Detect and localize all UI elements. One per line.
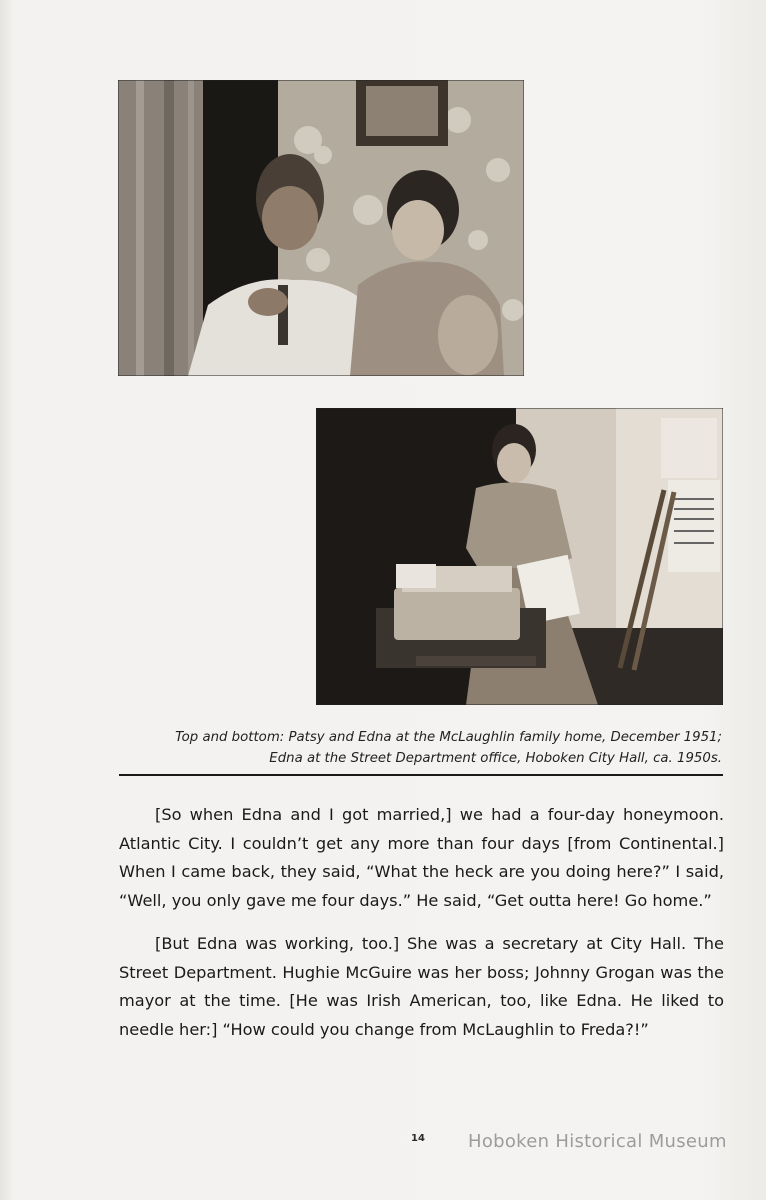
body-paragraph-2: [But Edna was working, too.] She was a secretary at City Hall. The Street Department. Hughie McGuire was her boss; Johnny Grogan was the mayor at the time. [He was Irish American, too, like Edna. He liked to needle her:] “How could you change from McLaughlin to Freda?!” [119,934,724,1039]
museum-watermark: Hoboken Historical Museum [468,1131,727,1152]
caption-line-2: Edna at the Street Department office, Hoboken City Hall, ca. 1950s. [269,751,722,766]
page-number: 14 [411,1133,425,1144]
caption-line-1: Top and bottom: Patsy and Edna at the McLaughlin family home, December 1951; [175,730,722,745]
body-paragraph-1: [So when Edna and I got married,] we had a four-day honeymoon. Atlantic City. I couldn’t get any more than four days [from Continental.] When I came back, they said, “What the heck are you doing here?” I said, “Well, you only gave me four days.” He said, “Get outta here! Go home.” [119,805,724,910]
photo-caption [120,727,722,769]
photo-edna-street-department-office [316,408,723,705]
photo-patsy-and-edna-home [118,80,524,376]
caption-divider [119,774,723,776]
